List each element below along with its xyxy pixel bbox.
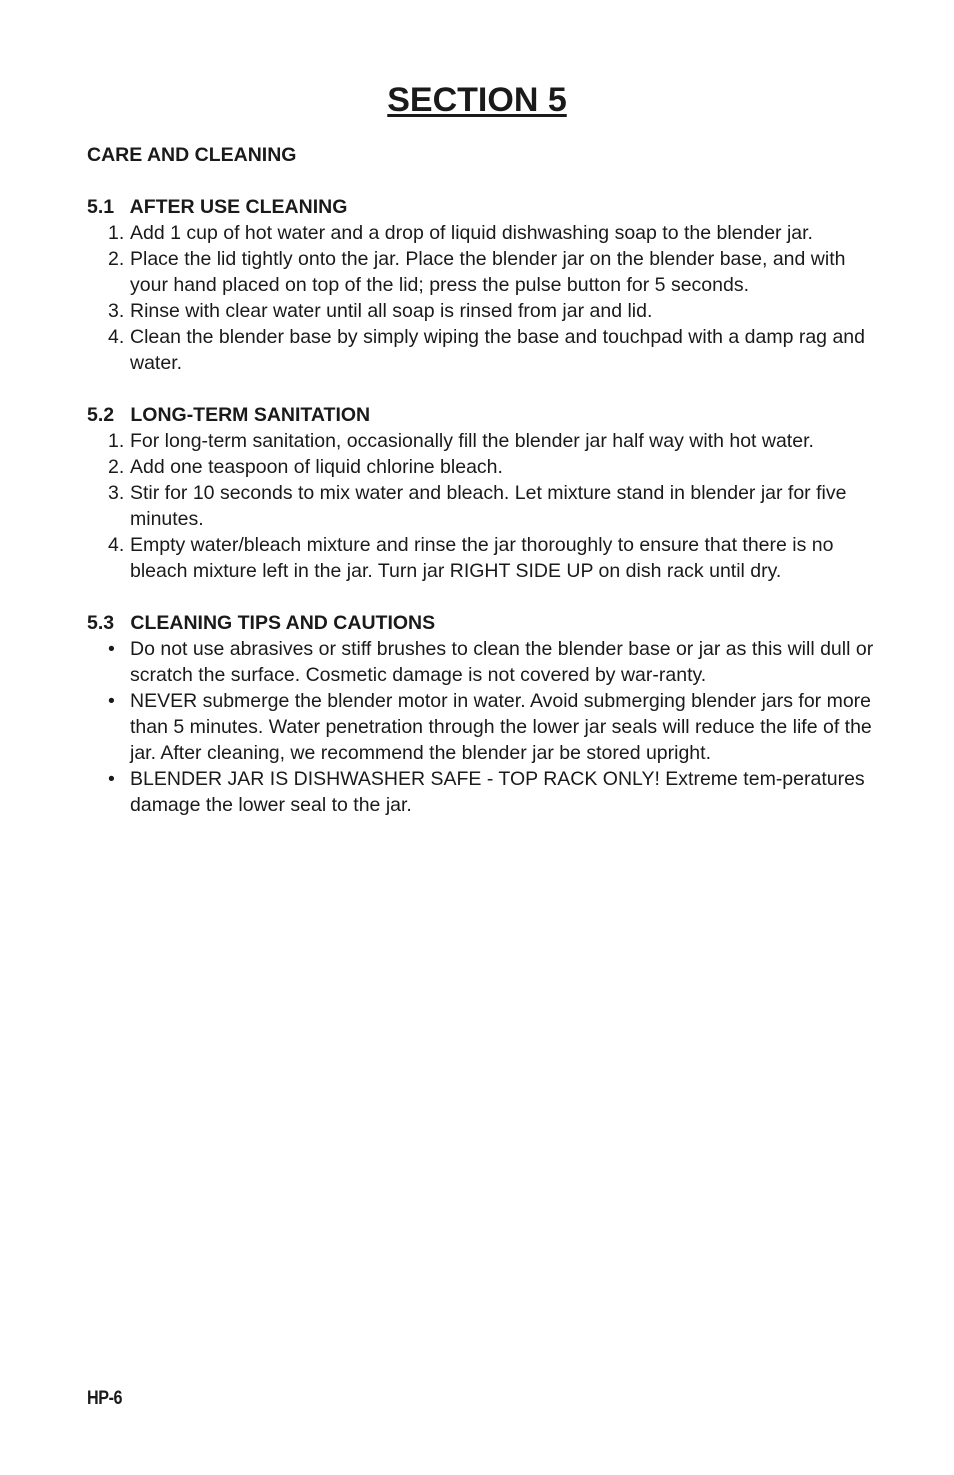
document-body: [87, 142, 887, 844]
bullet-icon: •: [108, 768, 115, 790]
list-item: [87, 428, 887, 454]
list-item: [87, 532, 887, 584]
list-item-text: Stir for 10 seconds to mix water and bleach. Let mixture stand in blender jar for five minutes.: [130, 482, 847, 530]
list-marker: 1.: [108, 430, 125, 452]
section-cleaning-tips-and-cautions: [87, 610, 887, 818]
list-item: [87, 688, 887, 766]
list-item-text: Place the lid tightly onto the jar. Place the blender jar on the blender base, and with your hand placed on top of the lid; press the pulse button for 5 seconds.: [130, 248, 846, 296]
list-marker: 4.: [108, 534, 125, 556]
section-heading: 5.3 CLEANING TIPS AND CAUTIONS: [87, 612, 436, 634]
page-number: HP-6: [87, 1388, 123, 1409]
list-item: [87, 636, 887, 688]
list-item: [87, 298, 887, 324]
list-item-text: For long-term sanitation, occasionally fill the blender jar half way with hot water.: [130, 430, 814, 452]
list-item: [87, 246, 887, 298]
list-item-text: Clean the blender base by simply wiping the base and touchpad with a damp rag and water.: [130, 326, 865, 374]
list-item-text: Rinse with clear water until all soap is rinsed from jar and lid.: [130, 300, 653, 322]
list-marker: 2.: [108, 248, 125, 270]
list-item: [87, 454, 887, 480]
list-item: [87, 220, 887, 246]
list-item-text: BLENDER JAR IS DISHWASHER SAFE - TOP RACK ONLY! Extreme tem-peratures damage the lower seal to the jar.: [130, 768, 865, 816]
list-item-text: Do not use abrasives or stiff brushes to clean the blender base or jar as this will dull or scratch the surface. Cosmetic damage is not covered by war-ranty.: [130, 638, 874, 686]
list-marker: 1.: [108, 222, 125, 244]
care-and-cleaning-heading: CARE AND CLEANING: [87, 144, 297, 166]
section-long-term-sanitation: [87, 402, 887, 584]
bullet-icon: •: [108, 690, 115, 712]
list-item: [87, 766, 887, 818]
list-marker: 2.: [108, 456, 125, 478]
section-after-use-cleaning: [87, 194, 887, 376]
section-heading: 5.2 LONG-TERM SANITATION: [87, 404, 371, 426]
list-item-text: Add one teaspoon of liquid chlorine bleach.: [130, 456, 503, 478]
page-title: SECTION 5: [387, 81, 567, 119]
list-item: [87, 480, 887, 532]
list-item-text: Empty water/bleach mixture and rinse the jar thoroughly to ensure that there is no bleach mixture left in the jar. Turn jar RIGHT SIDE UP on dish rack until dry.: [130, 534, 834, 582]
list-marker: 3.: [108, 482, 125, 504]
list-item-text: NEVER submerge the blender motor in water. Avoid submerging blender jars for more than 5 minutes. Water penetration through the lower jar seals will reduce the life of the jar. After cleaning, we recommend the blender jar be stored upright.: [130, 690, 872, 764]
list-item: [87, 324, 887, 376]
list-marker: 3.: [108, 300, 125, 322]
section-heading: 5.1 AFTER USE CLEANING: [87, 196, 348, 218]
bullet-icon: •: [108, 638, 115, 660]
list-item-text: Add 1 cup of hot water and a drop of liquid dishwashing soap to the blender jar.: [130, 222, 813, 244]
list-marker: 4.: [108, 326, 125, 348]
